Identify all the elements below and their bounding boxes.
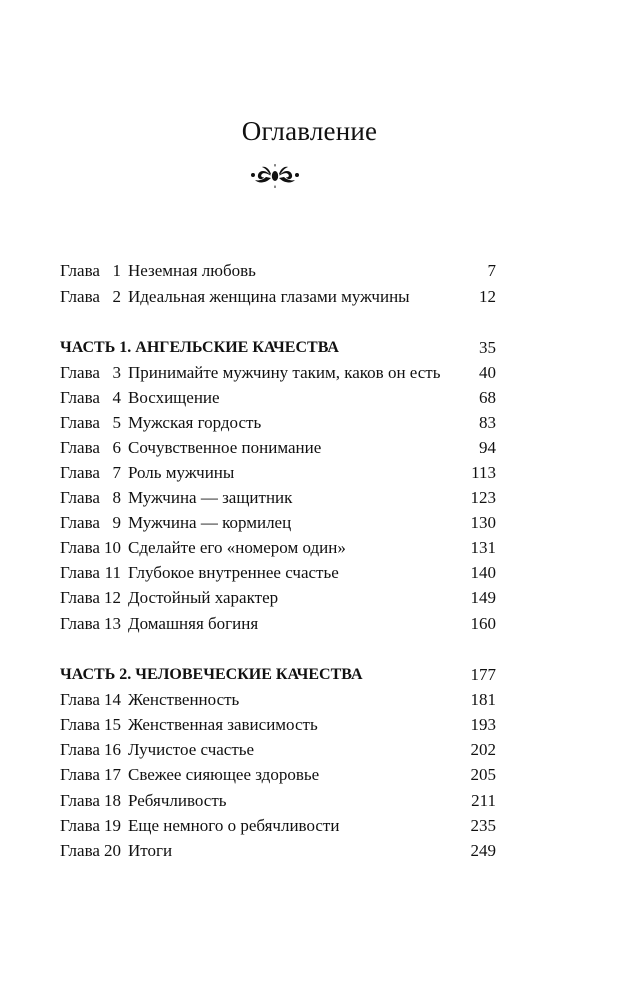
toc-entry[interactable] <box>60 561 496 585</box>
page-number: 12 <box>479 287 496 306</box>
toc-entry[interactable] <box>60 839 496 863</box>
toc-entry[interactable] <box>60 586 496 610</box>
chapter-title: Свежее сияющее здоровье <box>128 765 320 784</box>
chapter-label: Глава <box>60 765 100 784</box>
page-number: 131 <box>470 538 496 557</box>
toc-entry[interactable] <box>60 361 496 385</box>
chapter-label: Глава <box>60 715 100 734</box>
toc-entry[interactable] <box>60 436 496 460</box>
page-number: 35 <box>479 338 496 357</box>
chapter-title: Мужчина — кормилец <box>128 513 292 532</box>
toc-entry[interactable] <box>60 789 496 813</box>
toc-entry[interactable] <box>60 688 496 712</box>
chapter-number: 6 <box>112 438 121 457</box>
toc-entry[interactable] <box>60 738 496 762</box>
toc-entry[interactable] <box>60 763 496 787</box>
chapter-label: Глава <box>60 588 100 607</box>
chapter-title: Идеальная женщина глазами мужчины <box>128 287 410 306</box>
chapter-number: 17 <box>104 765 121 784</box>
page-number: 40 <box>479 363 496 382</box>
page-number: 113 <box>471 463 496 482</box>
chapter-number: 20 <box>104 841 121 860</box>
page-number: 202 <box>470 740 496 759</box>
page-number: 235 <box>470 816 496 835</box>
page-number: 249 <box>470 841 496 860</box>
page-number: 83 <box>479 413 496 432</box>
chapter-number: 4 <box>112 388 121 407</box>
chapter-label: Глава <box>60 841 100 860</box>
chapter-number: 7 <box>112 463 121 482</box>
chapter-label: Глава <box>60 413 100 432</box>
toc-entry[interactable] <box>60 411 496 435</box>
chapter-number: 14 <box>104 690 121 709</box>
chapter-label: Глава <box>60 538 100 557</box>
page-number: 160 <box>470 614 496 633</box>
chapter-number: 10 <box>104 538 121 557</box>
chapter-number: 11 <box>104 563 121 582</box>
chapter-title: Принимайте мужчину таким, каков он есть <box>128 363 441 382</box>
toc-entry[interactable] <box>60 612 496 636</box>
page-number: 205 <box>470 765 496 784</box>
chapter-title: Ребячливость <box>128 791 227 810</box>
chapter-number: 13 <box>104 614 121 633</box>
chapter-number: 2 <box>112 287 121 306</box>
toc-entry[interactable] <box>60 461 496 485</box>
chapter-title: Достойный характер <box>128 588 279 607</box>
chapter-title: Мужчина — защитник <box>128 488 293 507</box>
chapter-number: 15 <box>104 715 121 734</box>
page-number: 94 <box>479 438 496 457</box>
chapter-number: 16 <box>104 740 121 759</box>
chapter-number: 12 <box>104 588 121 607</box>
chapter-label: Глава <box>60 363 100 382</box>
toc-entry[interactable] <box>60 814 496 838</box>
chapter-title: Сделайте его «номером один» <box>128 538 346 557</box>
chapter-label: Глава <box>60 791 100 810</box>
part-title: ЧАСТЬ 1. АНГЕЛЬСКИЕ КАЧЕСТВА <box>60 339 339 356</box>
toc-entry[interactable] <box>60 486 496 510</box>
page-number: 177 <box>470 665 496 684</box>
chapter-label: Глава <box>60 690 100 709</box>
page-number: 181 <box>470 690 496 709</box>
chapter-title: Сочувственное понимание <box>128 438 322 457</box>
part-heading[interactable] <box>60 336 496 360</box>
chapter-title: Женственность <box>128 690 240 709</box>
chapter-title: Домашняя богиня <box>128 614 259 633</box>
chapter-label: Глава <box>60 488 100 507</box>
chapter-label: Глава <box>60 740 100 759</box>
toc-entry[interactable] <box>60 713 496 737</box>
chapter-title: Восхищение <box>128 388 220 407</box>
chapter-label: Глава <box>60 438 100 457</box>
chapter-label: Глава <box>60 513 100 532</box>
chapter-label: Глава <box>60 463 100 482</box>
toc-entry[interactable] <box>60 511 496 535</box>
toc-entry[interactable] <box>60 259 496 283</box>
chapter-label: Глава <box>60 388 100 407</box>
chapter-label: Глава <box>60 261 100 280</box>
page-title: Оглавление <box>241 116 378 146</box>
page-number: 193 <box>470 715 496 734</box>
chapter-label: Глава <box>60 287 100 306</box>
chapter-number: 8 <box>112 488 121 507</box>
page-number: 149 <box>470 588 496 607</box>
chapter-title: Итоги <box>128 841 173 860</box>
toc-entry[interactable] <box>60 285 496 309</box>
part-title: ЧАСТЬ 2. ЧЕЛОВЕЧЕСКИЕ КАЧЕСТВА <box>60 666 363 683</box>
page-number: 7 <box>487 261 496 280</box>
chapter-number: 3 <box>112 363 121 382</box>
chapter-title: Еще немного о ребячливости <box>128 816 340 835</box>
chapter-number: 19 <box>104 816 121 835</box>
chapter-title: Неземная любовь <box>128 261 256 280</box>
chapter-label: Глава <box>60 614 100 633</box>
chapter-title: Мужская гордость <box>128 413 262 432</box>
toc-entry[interactable] <box>60 386 496 410</box>
chapter-title: Глубокое внутреннее счастье <box>128 563 339 582</box>
toc-entry[interactable] <box>60 536 496 560</box>
page-number: 130 <box>470 513 496 532</box>
page-number: 140 <box>470 563 496 582</box>
chapter-number: 5 <box>112 413 121 432</box>
page-number: 68 <box>479 388 496 407</box>
chapter-number: 9 <box>112 513 121 532</box>
chapter-title: Роль мужчины <box>128 463 235 482</box>
page-number: 211 <box>471 791 496 810</box>
chapter-number: 18 <box>104 791 121 810</box>
chapter-number: 1 <box>112 261 121 280</box>
page-number: 123 <box>470 488 496 507</box>
part-heading[interactable] <box>60 663 496 687</box>
chapter-title: Женственная зависимость <box>128 715 318 734</box>
chapter-label: Глава <box>60 563 100 582</box>
chapter-title: Лучистое счастье <box>128 740 255 759</box>
chapter-label: Глава <box>60 816 100 835</box>
fleuron-ornament-icon <box>249 162 301 190</box>
